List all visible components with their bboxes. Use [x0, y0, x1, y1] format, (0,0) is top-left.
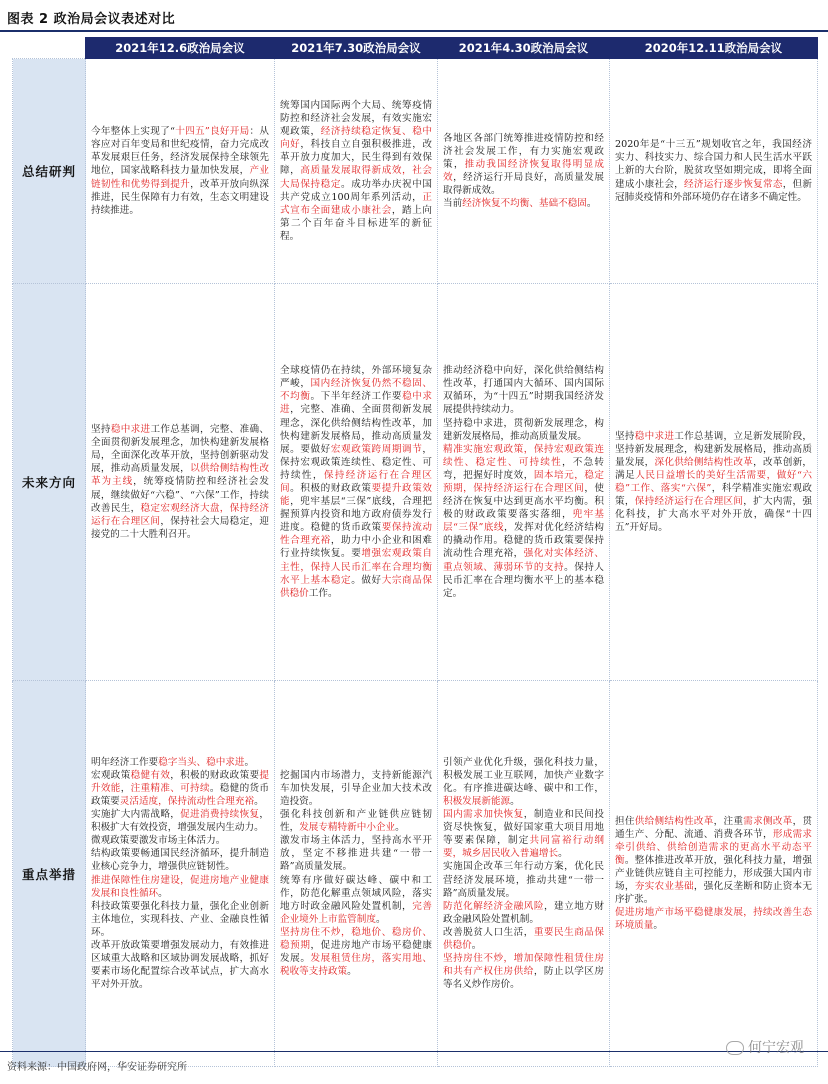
cell-text: 各地区各部门统筹推进疫情防控和经济社会发展工作，有力实施宏观政策，: [443, 132, 604, 170]
cell-text: 。: [244, 756, 255, 768]
cell-text: 。: [558, 848, 568, 860]
highlight-text: 正式宣布全面建成小康社会: [280, 191, 432, 216]
cell-text: ，注重: [713, 815, 744, 827]
highlight-text: 推进保障性住房建设，促进房地产业健康发展和良性循环: [91, 874, 269, 899]
cell-text: 结构政策要畅通国民经济循环，提升制造业核心竞争力，增强供应链韧性。: [91, 848, 269, 873]
table-cell: [610, 59, 818, 284]
table-cell: [275, 284, 438, 681]
cell-text: 今年整体上实现了“: [91, 126, 175, 138]
highlight-text: 积极发展新能源: [443, 795, 511, 807]
highlight-text: 高质量发展取得新成效，社会大局保持稳定: [280, 165, 432, 190]
cell-text: 。: [586, 198, 597, 210]
table-cell: [86, 59, 275, 284]
cell-text: ，兜牢基层“三保”底线，合理把握预算内投资和地方政府债券发行进度。稳健的货币政策: [280, 496, 433, 534]
table-cell: [275, 59, 438, 284]
highlight-text: 以供给侧结构性改革为主线: [91, 463, 269, 488]
highlight-text: 产业链韧性和优势得到提升: [91, 165, 269, 190]
cell-text: 挖掘国内市场潜力，支持新能源汽车加快发展，引导企业加大技术改造投资。: [280, 769, 432, 807]
cell-text: 担住: [615, 815, 635, 827]
highlight-text: 促进房地产市场平稳健康发展，持续改善生态环境质量: [615, 907, 812, 932]
table-row: [13, 59, 818, 284]
cell-text: ，但新冠肺炎疫情和外部环境仍存在诸多不确定性。: [615, 178, 813, 203]
cell-text: ，科学精准实施宏观政策，: [615, 483, 812, 508]
wechat-icon: [726, 1041, 744, 1055]
header-row: [13, 38, 818, 59]
cell-text: 统筹国内国际两个大局、统筹疫情防控和经济社会发展，有效实施宏观政策，: [280, 99, 432, 138]
cell-text: ，经济运行开局良好，高质量发展取得新成效。: [443, 172, 604, 197]
highlight-text: 夯实农业基础: [634, 881, 694, 893]
highlight-text: 共同富裕行动纲要，城乡居民收入普遍增长: [443, 835, 605, 860]
column-header: 2021年4.30政治局会议: [438, 38, 610, 59]
row-label: 重点举措: [13, 681, 86, 1067]
table-cell: [438, 681, 610, 1067]
cell-text: ，保持宏观政策连续性、稳定性、可持续性，: [280, 443, 432, 481]
highlight-text: 兜牢基层“三保”底线: [443, 509, 605, 534]
highlight-text: 国内需求加快恢复: [443, 809, 524, 821]
cell-text: 强化科技创新和产业链供应链韧性，: [280, 809, 432, 834]
cell-text: 微观政策要激发市场主体活力。: [91, 835, 226, 847]
cell-text: 。: [471, 939, 482, 951]
cell-text: 。: [395, 822, 405, 834]
highlight-text: 推动我国经济恢复取得明显成效: [443, 158, 605, 183]
cell-text: ，积极的财政政策要: [170, 769, 260, 781]
cell-text: 科技政策要强化科技力量，强化企业创新主体地位，实现科技、产业、金融良性循环。: [91, 900, 269, 938]
table-cell: [86, 681, 275, 1067]
highlight-text: 坚持房住不炒，稳地价、稳房价、稳预期: [280, 926, 432, 951]
cell-text: 实施国企改革三年行动方案，优化民营经济发展环境，推动共建“一带一路”高质量发展。: [443, 861, 604, 899]
cell-text: 。保持人民币汇率在合理均衡水平上的基本稳定。: [443, 561, 604, 599]
highlight-text: 深化供给侧结构性改革: [654, 456, 754, 468]
cell-text: 改革开放政策要增强发展动力，有效推进区域重大战略和区域协调发展战略，抓好要素市场化配置综合改革试点，扩大高水平对外开放。: [91, 939, 269, 991]
row-label: 总结研判: [13, 59, 86, 284]
highlight-text: 要提升政策效能: [280, 483, 432, 508]
cell-text: ：从容应对百年变局和世纪疫情，奋力完成改革发展艰巨任务，经济发展保持全球领先地位，国家战略科技力量加快发展，: [91, 126, 270, 177]
cell-text: 明年经济工作要: [91, 756, 159, 768]
highlight-text: 发展专精特新中小企业: [299, 822, 396, 834]
highlight-text: 提升效能: [91, 769, 269, 794]
highlight-text: 经济恢复不均衡、基础不稳固: [462, 198, 587, 210]
highlight-text: 完善企业境外上市监管制度: [280, 900, 432, 925]
cell-text: ，发挥对优化经济结构的撬动作用。稳健的货币政策要保持流动性合理充裕，: [443, 522, 605, 560]
highlight-text: 坚持房住不炒，增加保障性租赁住房和共有产权住房供给: [443, 953, 604, 978]
highlight-text: 强化对实体经济、重点领域、薄弱环节的支持: [443, 548, 604, 573]
cell-text: 。整体推进改革开放，强化科技力量，增强产业链供应链自主可控能力，形成强大国内市场，: [615, 854, 813, 893]
cell-text: 。做好: [351, 574, 382, 586]
highlight-text: 注重精准、可持续: [130, 782, 210, 794]
table-cell: [438, 59, 610, 284]
column-header: 2020年12.11政治局会议: [610, 38, 818, 59]
cell-text: ，完整、准确、全面贯彻新发展理念，深化供给侧结构性改革，加快构建新发展格局，推动高质量发展。要做好: [280, 404, 432, 455]
highlight-text: 保持经济运行在合理区间: [280, 469, 433, 494]
highlight-text: 灵活适度，保持流动性合理充裕: [119, 795, 255, 807]
column-header: 2021年7.30政治局会议: [275, 38, 438, 59]
cell-text: ，改革开放向纵深推进，民生保障有力有效，生态文明建设持续推进。: [91, 178, 269, 216]
highlight-text: 固本培元，稳定预期，保持经济运行在合理区间: [443, 469, 604, 494]
cell-text: 。下半年经济工作要: [310, 391, 403, 403]
highlight-text: 国内经济恢复仍然不稳固、不均衡: [280, 378, 432, 403]
bottom-rule: [0, 1051, 828, 1052]
highlight-text: 供给侧结构性改革: [634, 815, 714, 827]
highlight-text: 稳字当头、稳中求进: [158, 756, 245, 768]
highlight-text: 发展租赁住房，落实用地、税收等支持政策: [280, 953, 432, 978]
cell-text: 激发市场主体活力，坚持高水平开放，坚定不移推进共建“一带一路”高质量发展。: [280, 835, 432, 873]
header-corner: [13, 38, 86, 59]
cell-text: 。: [347, 966, 357, 978]
watermark: [726, 1037, 804, 1057]
cell-text: ，制造业和民间投资尽快恢复，做好国家重大项目用地等要素保障，制定: [443, 809, 604, 847]
highlight-text: 稳中求进: [634, 430, 675, 442]
cell-text: 引领产业优化升级，强化科技力量，积极发展工业互联网，加快产业数字化。有序推进碳达峰、碳中和工作，: [443, 756, 604, 794]
cell-text: 坚持: [91, 424, 111, 436]
cell-text: 工作总基调，立足新发展阶段，坚持新发展理念，构建新发展格局，推动高质量发展，: [615, 430, 813, 468]
cell-text: ，贯通生产、分配、流通、消费各环节，: [615, 815, 813, 840]
watermark-text: 何宁宏观: [748, 1040, 804, 1056]
cell-text: ，改革创新，满足: [615, 456, 813, 481]
source-note: 资料来源：中国政府网，华安证券研究所: [7, 1062, 187, 1073]
row-label: 未来方向: [13, 284, 86, 681]
cell-text: ，扩大内需，强化科技，扩大高水平对外开放，确保“十四五”开好局。: [615, 496, 813, 534]
highlight-text: 形成需求牵引供给、供给创造需求的更高水平动态平衡: [615, 828, 813, 866]
cell-text: 全球疫情仍在持续，外部环境复杂严峻，: [280, 365, 432, 390]
cell-text: 。积极的财政政策: [290, 483, 372, 494]
table-row: [13, 284, 818, 681]
highlight-text: 稳中求进: [280, 391, 432, 416]
cell-text: ，强化反垄断和防止资本无序扩张。: [615, 881, 813, 906]
highlight-text: 十四五”良好开局: [174, 126, 250, 138]
cell-text: ，防止以学区房等名义炒作房价。: [443, 966, 604, 991]
cell-text: ，统筹疫情防控和经济社会发展，继续做好“六稳”、“六保”工作，持续改善民生，: [91, 476, 270, 514]
highlight-text: 人民日益增长的美好生活需要，做好“六稳”工作、落实“六保”: [615, 469, 813, 494]
cell-text: 。稳健的货币政策要: [91, 782, 269, 807]
highlight-text: 经济持续稳定恢复、稳中向好: [280, 126, 432, 151]
cell-text: 2020年是“十三五”规划收官之年，我国经济实力、科技实力、综合国力和人民生活水平跃上新的大台阶，脱贫攻坚如期完成，即将全面建成小康社会，: [615, 139, 812, 190]
highlight-text: 宏观政策跨周期调节: [330, 443, 423, 455]
cell-text: 统筹有序做好碳达峰、碳中和工作，防范化解重点领域风险，落实地方时政金融风险处置机制，: [280, 874, 432, 912]
comparison-table: [12, 37, 818, 1067]
highlight-text: 要保持流动性合理充裕: [280, 522, 432, 547]
cell-text: 宏观政策: [91, 769, 131, 781]
cell-text: ，不急转弯，把握好时度效，: [443, 456, 605, 481]
cell-text: 坚持稳中求进，贯彻新发展理念，构建新发展格局，推动高质量发展。: [443, 417, 604, 442]
table-cell: [275, 681, 438, 1067]
highlight-text: 大宗商品保供稳价: [280, 574, 432, 599]
highlight-text: 防范化解经济金融风险: [443, 900, 544, 912]
cell-text: ，科技自立自强积极推进，改革开放力度加大，民生得到有效保障，: [280, 139, 432, 177]
cell-text: ，助力中小企业和困难行业持续恢复。要: [280, 535, 432, 560]
cell-text: 推动经济稳中向好，深化供给侧结构性改革，打通国内大循环、国内国际双循环，为“十四五”时期我国经济发展提供持续动力。: [443, 365, 604, 416]
cell-text: 。: [375, 913, 386, 925]
highlight-text: 促进消费持续恢复: [180, 809, 260, 821]
title-rule: [0, 30, 828, 32]
cell-text: ，: [120, 782, 131, 794]
highlight-text: 经济运行逐步恢复常态: [684, 178, 783, 190]
cell-text: 。: [158, 887, 168, 899]
highlight-text: 稳中求进: [110, 424, 151, 436]
cell-text: 。: [254, 795, 264, 807]
cell-text: ，使经济在恢复中达到更高水平均衡。积极的财政政策要落实落细，: [443, 483, 604, 521]
cell-text: ，促进房地产市场平稳健康发展。: [280, 939, 432, 965]
table-cell: [438, 284, 610, 681]
cell-text: 当前: [443, 198, 463, 210]
cell-text: 改善脱贫人口生活，: [443, 926, 534, 938]
highlight-text: 增强宏观政策自主性，保持人民币汇率在合理均衡水平上基本稳定: [280, 548, 432, 586]
highlight-text: 重要民生商品保供稳价: [443, 926, 604, 951]
cell-text: 工作。: [308, 587, 338, 599]
highlight-text: 需求侧改革: [743, 815, 793, 827]
table-cell: [86, 284, 275, 681]
highlight-text: 稳健有效: [130, 769, 171, 781]
figure-title: 图表 2 政治局会议表述对比: [7, 12, 176, 27]
cell-text: 坚持: [615, 430, 635, 442]
table-cell: [610, 284, 818, 681]
cell-text: 。成功举办庆祝中国共产党成立100周年系列活动，: [280, 178, 432, 203]
cell-text: 。: [510, 795, 520, 807]
highlight-text: 保持经济运行在合理区间: [634, 496, 744, 508]
table-row: [13, 681, 818, 1067]
cell-text: ，建立地方财政金融风险处置机制。: [443, 900, 604, 925]
highlight-text: 稳定宏观经济大盘，保持经济运行在合理区间: [91, 502, 269, 527]
column-header: 2021年12.6政治局会议: [86, 38, 275, 59]
cell-text: 实施扩大内需战略，: [91, 809, 181, 821]
cell-text: 。: [653, 920, 663, 932]
cell-text: ，积极扩大有效投资，增强发展内生动力。: [91, 809, 269, 834]
table-cell: [610, 681, 818, 1067]
cell-text: 工作总基调，完整、准确、全面贯彻新发展理念，加快构建新发展格局，全面深化改革开放，坚持创新驱动发展，推动高质量发展，: [91, 424, 269, 475]
cell-text: ，保持社会大局稳定，迎接党的二十大胜利召开。: [91, 515, 269, 540]
highlight-text: 精准实施宏观政策，保持宏观政策连续性、稳定性、可持续性: [443, 443, 604, 468]
cell-text: ，踏上向第二个百年奋斗目标进军的新征程。: [280, 204, 432, 242]
